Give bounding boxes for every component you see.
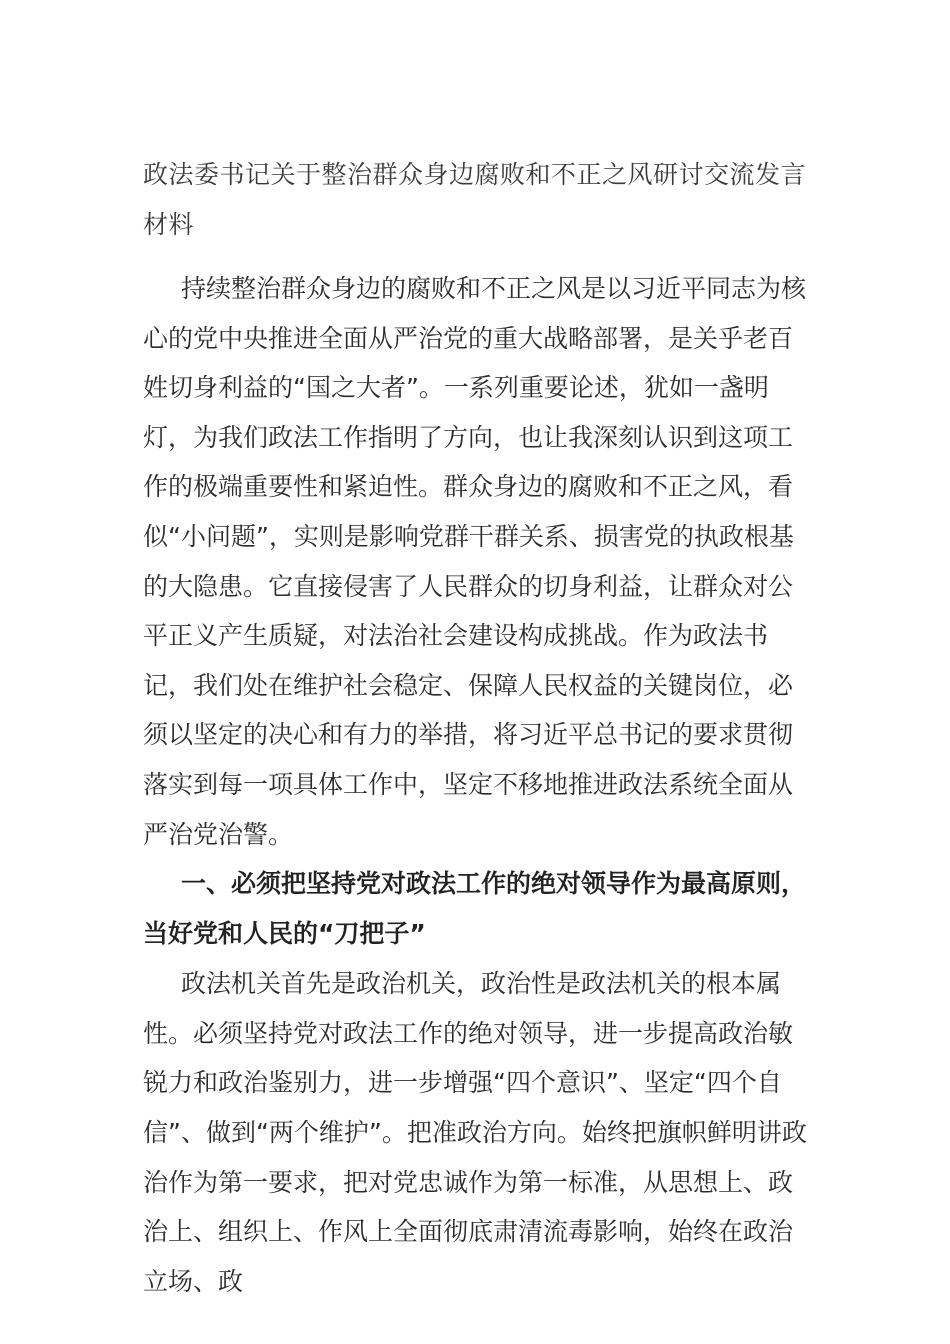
section-1 [143, 859, 808, 1306]
section-1-heading: 一、必须把坚持党对政法工作的绝对领导作为最高原则，当好党和人民的“刀把子” [143, 869, 807, 949]
document-title: 政法委书记关于整治群众身边腐败和不正之风研讨交流发言材料 [143, 160, 807, 239]
intro-paragraph: 持续整治群众身边的腐败和不正之风是以习近平同志为核心的党中央推进全面从严治党的重大战略部署，是关乎老百姓切身利益的“国之大者”。一系列重要论述，犹如一盏明灯，为我们政法工作指明了方向，也让我深刻认识到这项工作的极端重要性和紧迫性。群众身边的腐败和不正之风，看似“小问题”，实则是影响党群干群关系、损害党的执政根基的大隐患。它直接侵害了人民群众的切身利益，让群众对公平正义产生质疑，对法治社会建设构成挑战。作为政法书记，我们处在维护社会稳定、保障人民权益的关键岗位，必须以坚定的决心和有力的举措，将习近平总书记的要求贯彻落实到每一项具体工作中，坚定不移地推进政法系统全面从严治党治警。 [143, 274, 807, 849]
section-1-paragraph: 政法机关首先是政治机关，政治性是政法机关的根本属性。必须坚持党对政法工作的绝对领导，进一步提高政治敏锐力和政治鉴别力，进一步增强“四个意识”、坚定“四个自信”、做到“两个维护”。把准政治方向。始终把旗帜鲜明讲政治作为第一要求，把对党忠诚作为第一标准，从思想上、政治上、组织上、作风上全面彻底肃清流毒影响，始终在政治立场、政 [143, 969, 807, 1296]
document-body [143, 150, 808, 1306]
